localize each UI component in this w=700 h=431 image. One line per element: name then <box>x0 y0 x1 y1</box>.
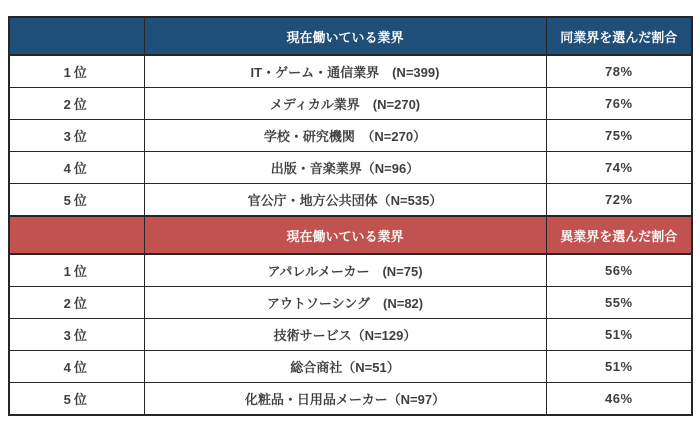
table-row <box>9 254 692 287</box>
industry-cell: 化粧品・日用品メーカー（N=97） <box>144 383 546 416</box>
industry-cell: 総合商社（N=51） <box>144 351 546 383</box>
industry-cell: アパレルメーカー (N=75) <box>144 254 546 287</box>
share-cell: 46% <box>546 383 692 416</box>
table-row <box>9 383 692 416</box>
rank-cell: 2位 <box>9 287 144 319</box>
header-rank-cell <box>9 17 144 55</box>
industry-cell: メディカル業界 (N=270) <box>144 88 546 120</box>
share-cell: 75% <box>546 120 692 152</box>
same-industry-header-row <box>9 17 692 55</box>
table-row <box>9 55 692 88</box>
rank-cell: 2位 <box>9 88 144 120</box>
rank-cell: 3位 <box>9 120 144 152</box>
share-cell: 55% <box>546 287 692 319</box>
different-industry-header-row <box>9 216 692 254</box>
header-share-cell: 同業界を選んだ割合 <box>546 17 692 55</box>
header-industry-cell: 現在働いている業界 <box>144 216 546 254</box>
header-rank-cell <box>9 216 144 254</box>
rank-cell: 5位 <box>9 184 144 217</box>
share-cell: 72% <box>546 184 692 217</box>
rank-cell: 1位 <box>9 55 144 88</box>
rank-cell: 5位 <box>9 383 144 416</box>
industry-cell: アウトソーシング (N=82) <box>144 287 546 319</box>
table-row <box>9 152 692 184</box>
table-row <box>9 88 692 120</box>
industry-ranking-table <box>8 16 693 416</box>
rank-cell: 3位 <box>9 319 144 351</box>
industry-cell: 出版・音楽業界（N=96） <box>144 152 546 184</box>
share-cell: 51% <box>546 351 692 383</box>
share-cell: 76% <box>546 88 692 120</box>
industry-cell: 官公庁・地方公共団体（N=535） <box>144 184 546 217</box>
table-row <box>9 319 692 351</box>
table-row <box>9 184 692 217</box>
share-cell: 78% <box>546 55 692 88</box>
share-cell: 51% <box>546 319 692 351</box>
rank-cell: 4位 <box>9 351 144 383</box>
table-row <box>9 287 692 319</box>
table-row <box>9 120 692 152</box>
rank-cell: 4位 <box>9 152 144 184</box>
industry-cell: 学校・研究機関 （N=270） <box>144 120 546 152</box>
rank-cell: 1位 <box>9 254 144 287</box>
share-cell: 74% <box>546 152 692 184</box>
industry-cell: 技術サービス（N=129） <box>144 319 546 351</box>
industry-cell: IT・ゲーム・通信業界 (N=399) <box>144 55 546 88</box>
header-industry-cell: 現在働いている業界 <box>144 17 546 55</box>
header-share-cell: 異業界を選んだ割合 <box>546 216 692 254</box>
share-cell: 56% <box>546 254 692 287</box>
table-row <box>9 351 692 383</box>
